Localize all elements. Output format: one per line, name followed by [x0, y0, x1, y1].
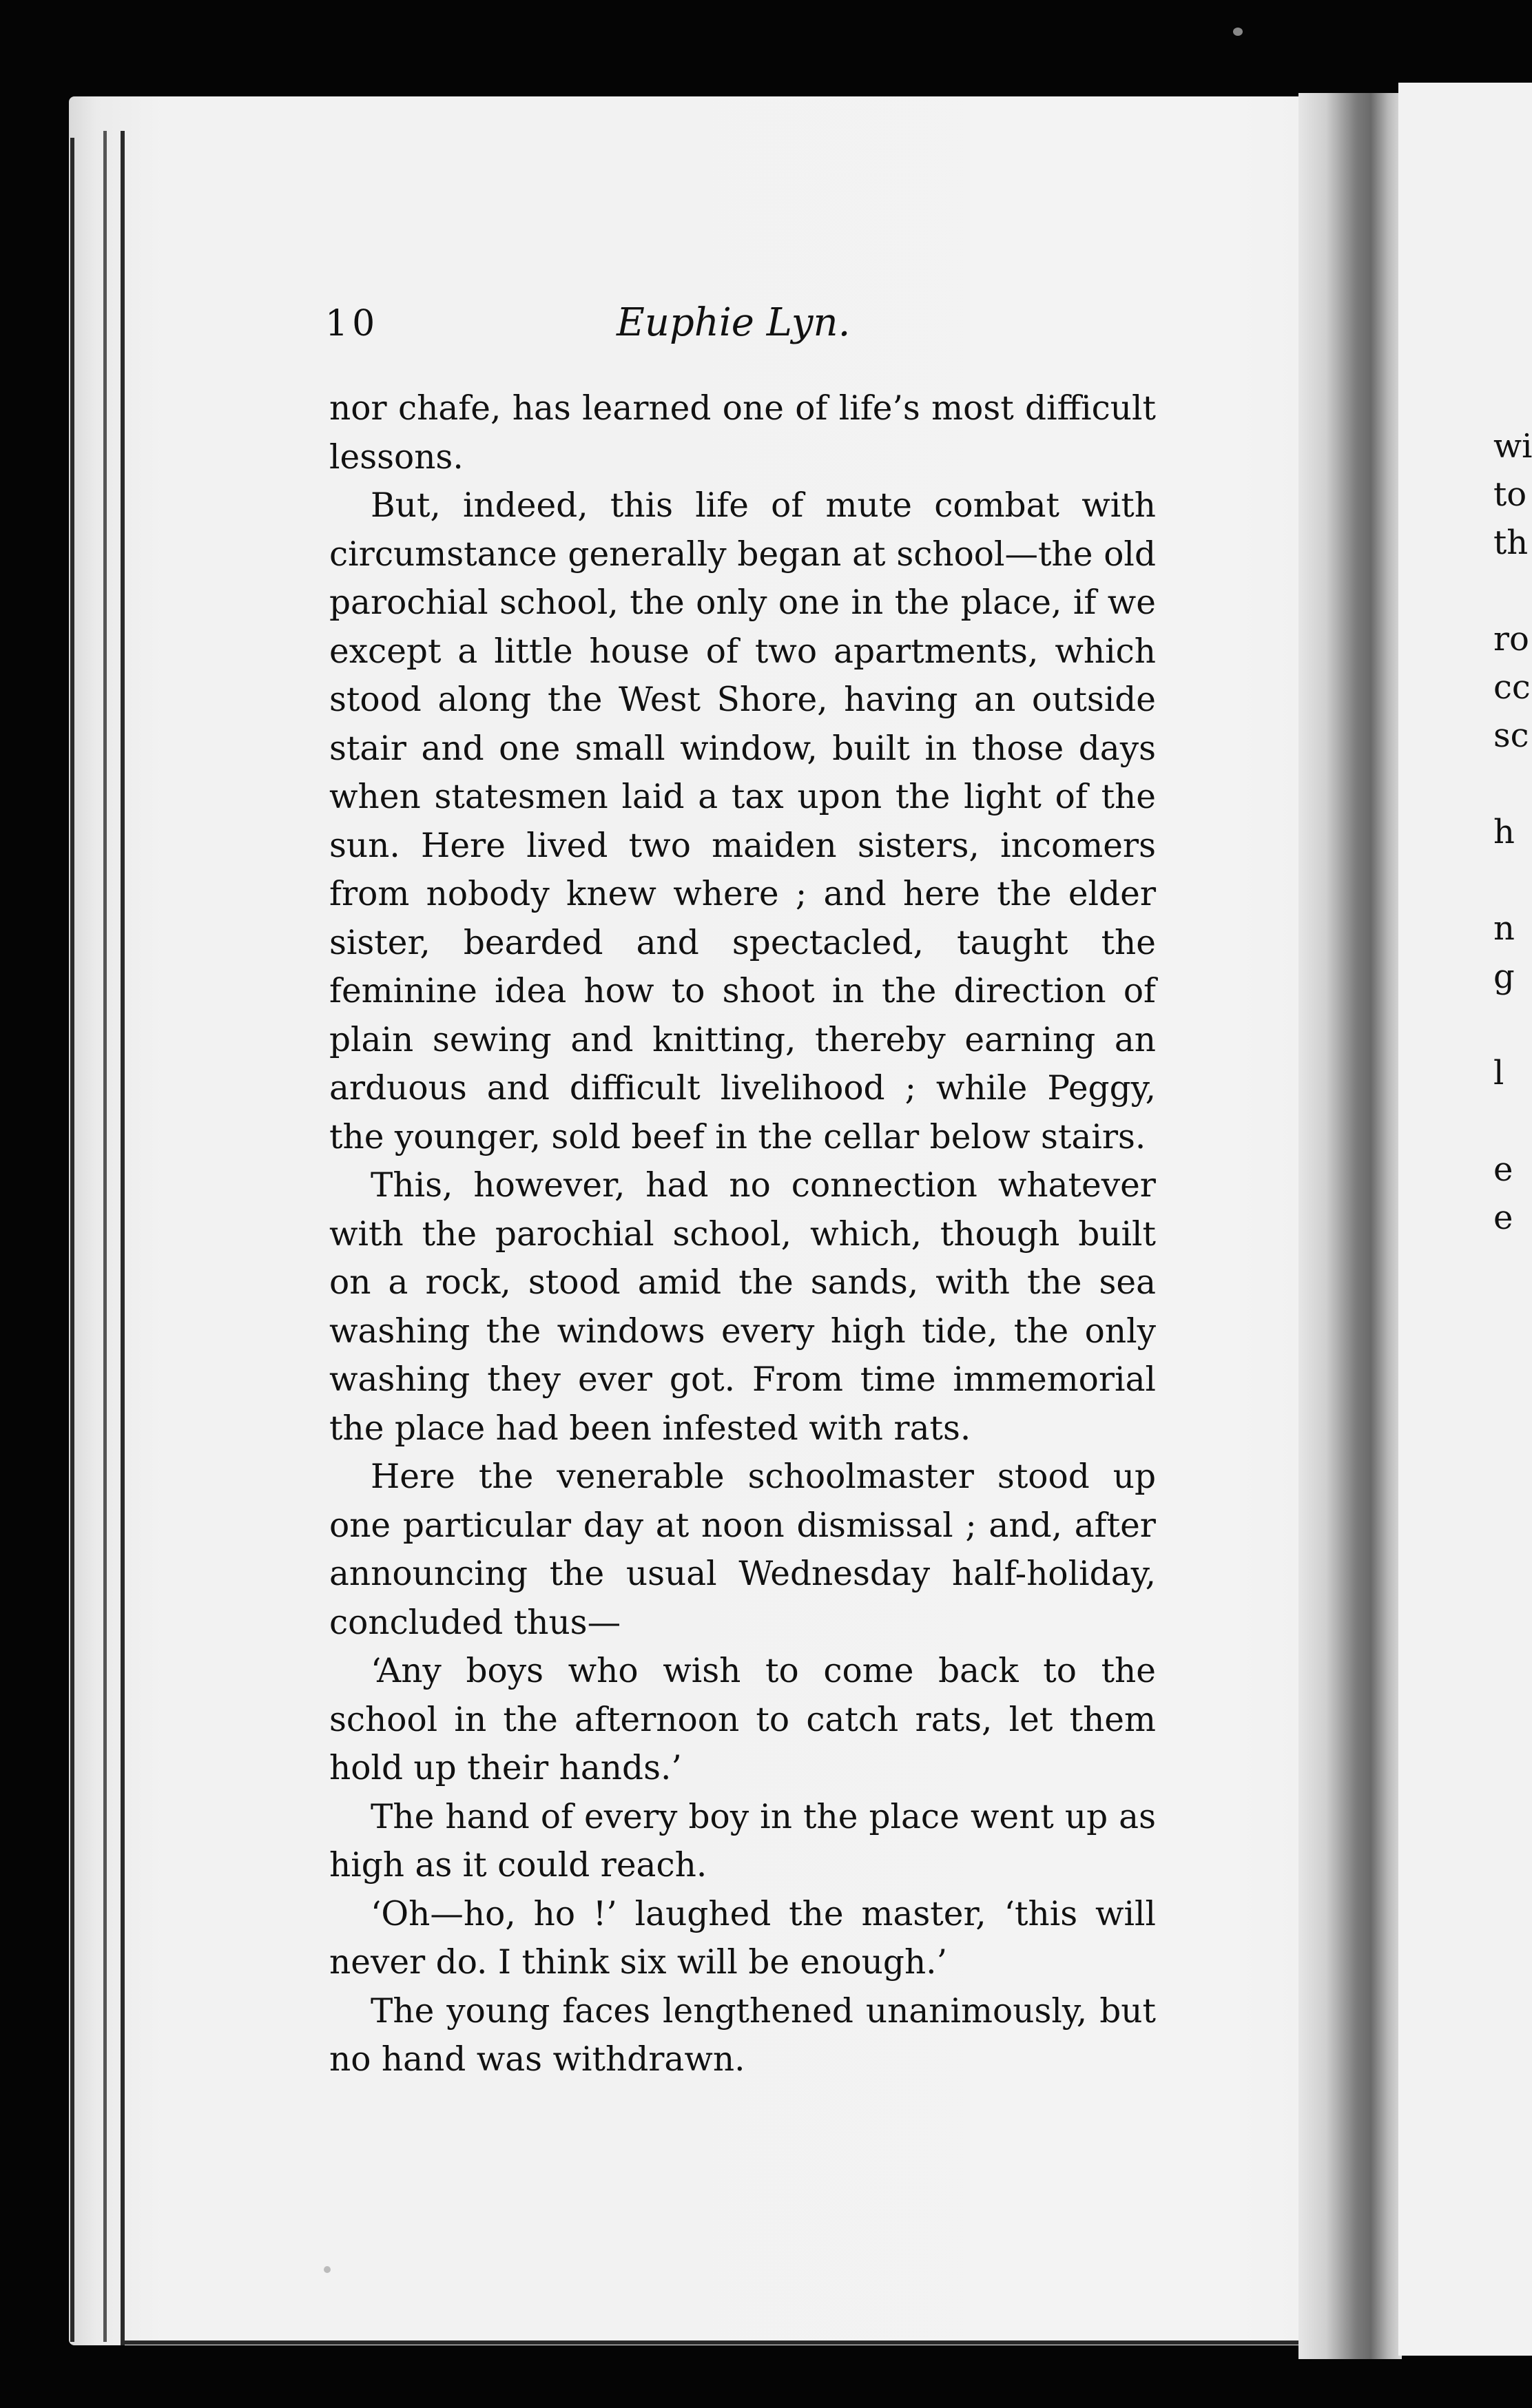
- paragraph: Here the venerable schoolmaster stood up one particular day at noon dismissal ; and, after announcing the usual Wednesday half-holiday, concluded thus—: [329, 1457, 1156, 1642]
- facing-page-fragment: cc: [1493, 668, 1531, 707]
- paragraph: This, however, had no connection whatever with the parochial school, which, though built on a rock, stood amid the sands, with the sea washing the windows every high tide, the only washing they ever got. From time immemorial the place had been infested with rats.: [329, 1166, 1156, 1448]
- facing-page-fragment: ro: [1493, 620, 1529, 658]
- facing-page-fragment: to: [1493, 475, 1527, 514]
- page-number: 10: [325, 303, 380, 344]
- paragraph: But, indeed, this life of mute combat with circumstance generally began at school—the old parochial school, the only one in the place, if we except a little house of two apartments, which stood along the West Shore, having an outside stair and one small window, built in those days when statesmen laid a tax upon the light of the sun. Here lived two maiden sisters, incomers from nobody knew where ; and here the elder sister, bearded and spectacled, taught the feminine idea how to shoot in the direction of plain sewing and knitting, thereby earning an arduous and difficult livelihood ; while Peggy, the younger, sold beef in the cellar below stairs.: [329, 486, 1156, 1156]
- scan-speck: [324, 2266, 331, 2273]
- paragraph: nor chafe, has learned one of life’s most difficult lessons.: [329, 389, 1156, 477]
- page-edge-line: [103, 131, 107, 2342]
- page-body-text: [329, 384, 1156, 2084]
- page-edge-line: [70, 138, 74, 2342]
- paragraph: ‘Any boys who wish to come back to the school in the afternoon to catch rats, let them hold up their hands.’: [329, 1652, 1156, 1787]
- facing-page-fragment: sc: [1493, 716, 1529, 755]
- book-gutter: [1298, 93, 1402, 2359]
- page-bottom-edge: [121, 2340, 1360, 2345]
- facing-page-fragment: e: [1493, 1198, 1513, 1237]
- running-title: Euphie Lyn.: [617, 300, 851, 345]
- facing-page-fragment: e: [1493, 1150, 1513, 1189]
- facing-page-fragment: h: [1493, 813, 1515, 851]
- paragraph: The hand of every boy in the place went up as high as it could reach.: [329, 1797, 1156, 1885]
- paragraph: The young faces lengthened unanimously, but no hand was withdrawn.: [329, 1991, 1156, 2079]
- scan-speck: [1233, 28, 1243, 36]
- facing-page-fragment: l: [1493, 1054, 1504, 1092]
- facing-page-fragment: th: [1493, 523, 1529, 562]
- facing-page-fragment: wi: [1493, 427, 1532, 466]
- paragraph: ‘Oh—ho, ho !’ laughed the master, ‘this will never do. I think six will be enough.’: [329, 1894, 1156, 1982]
- page-edge-line: [121, 131, 125, 2345]
- facing-page-fragment: n: [1493, 909, 1515, 948]
- facing-page-fragment: g: [1493, 957, 1515, 996]
